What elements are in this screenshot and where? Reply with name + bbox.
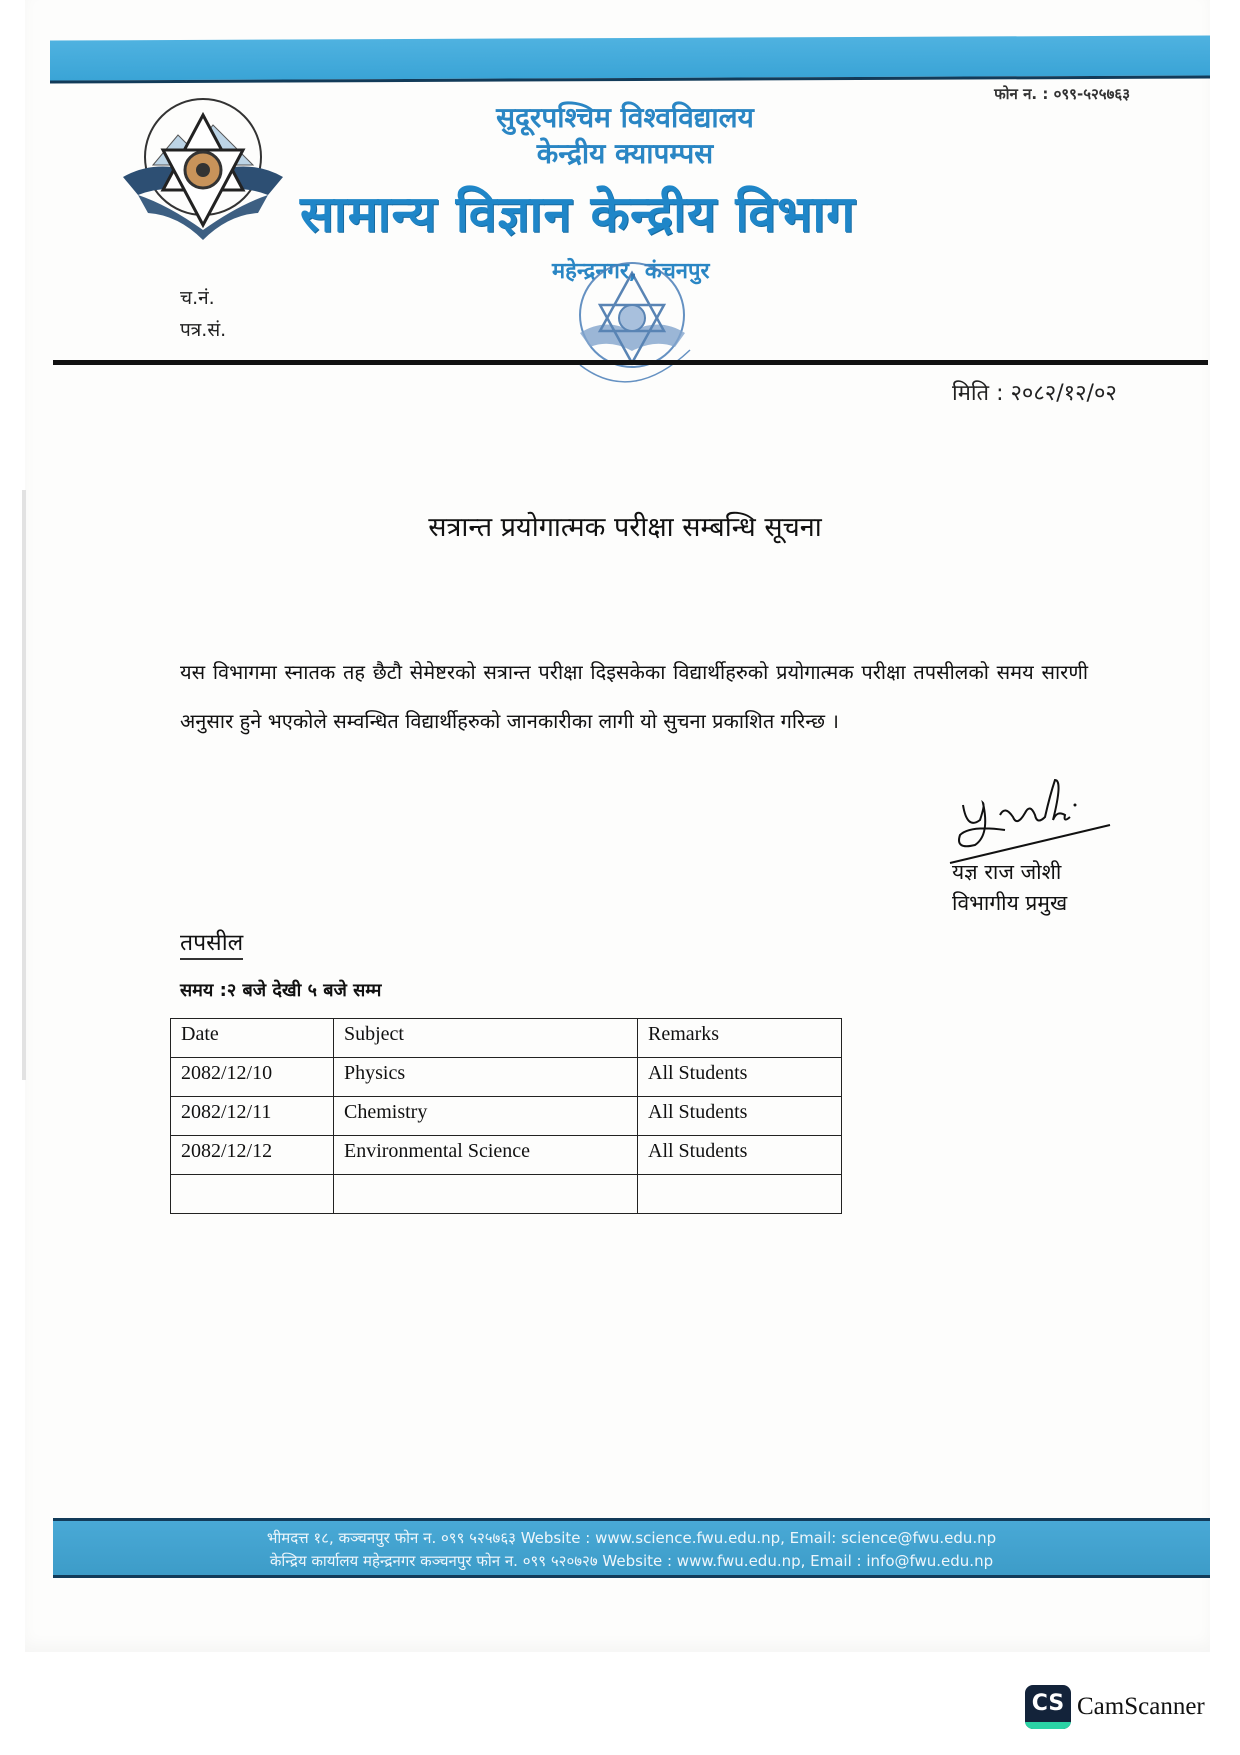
- university-name: सुदूरपश्चिम विश्वविद्यालय: [496, 101, 754, 134]
- department-address: महेन्द्रनगर, कंचनपुर: [552, 259, 710, 284]
- patra-sankhya-label: पत्र.सं.: [180, 319, 227, 341]
- cell-subject: Chemistry: [334, 1097, 638, 1136]
- cell-remarks: All Students: [638, 1097, 842, 1136]
- header-band: [50, 35, 1210, 83]
- cell-date: [171, 1175, 334, 1214]
- camscanner-watermark: [1025, 1685, 1205, 1729]
- table-row-empty: [171, 1175, 842, 1214]
- reference-numbers: [180, 282, 226, 346]
- cell-subject: Physics: [334, 1058, 638, 1097]
- phone-number: फोन न. : ०९९-५२५७६३: [994, 85, 1130, 103]
- header-date: Date: [171, 1019, 334, 1058]
- cell-date: 2082/12/10: [171, 1058, 334, 1097]
- footer-line-2: केन्द्रिय कार्यालय महेन्द्रनगर कञ्चनपुर फोन न. ०९९ ५२०७२७ Website : www.fwu.edu.np, Email : info@fwu.edu.np: [269, 1552, 994, 1570]
- camscanner-label: CamScanner: [1077, 1693, 1205, 1720]
- department-stamp-icon: [560, 255, 720, 415]
- details-heading: तपसील: [180, 925, 243, 960]
- letter-date: मिति : २०८२/१२/०२: [952, 381, 1117, 406]
- footer-band: [53, 1518, 1210, 1578]
- cell-subject: [334, 1175, 638, 1214]
- cell-remarks: All Students: [638, 1136, 842, 1175]
- exam-schedule-table: [170, 1018, 842, 1214]
- signature-icon: [945, 775, 1115, 865]
- notice-body: यस विभागमा स्नातक तह छैटौ सेमेष्टरको सत्रान्त परीक्षा दिइसकेका विद्यार्थीहरुको प्रयोगात्मक परीक्षा तपसीलको समय सारणी अनुसार हुने भएकोले सम्वन्धित विद्यार्थीहरुको जानकारीका लागी यो सुचना प्रकाशित गरिन्छ ।: [180, 660, 1088, 733]
- cell-remarks: [638, 1175, 842, 1214]
- department-name: सामान्य विज्ञान केन्द्रीय विभाग: [300, 185, 856, 243]
- exam-time: समय :२ बजे देखी ५ बजे सम्म: [180, 980, 382, 1001]
- table-row: [171, 1136, 842, 1175]
- cell-date: 2082/12/11: [171, 1097, 334, 1136]
- header-subject: Subject: [334, 1019, 638, 1058]
- table-header-row: [171, 1019, 842, 1058]
- table-row: [171, 1097, 842, 1136]
- notice-title: सत्रान्त प्रयोगात्मक परीक्षा सम्बन्धि सूचना: [428, 512, 822, 543]
- page-edge-shadow: [22, 490, 26, 1080]
- cell-subject: Environmental Science: [334, 1136, 638, 1175]
- signatory-designation: विभागीय प्रमुख: [952, 891, 1068, 915]
- cell-date: 2082/12/12: [171, 1136, 334, 1175]
- signatory-name: यज्ञ राज जोशी: [952, 860, 1062, 884]
- footer-line-1: भीमदत्त १८, कञ्चनपुर फोन न. ०९९ ५२५७६३ Website : www.science.fwu.edu.np, Email: science@fwu.edu.np: [266, 1529, 997, 1547]
- header-divider: [53, 360, 1208, 365]
- chalani-number-label: च.नं.: [180, 287, 215, 309]
- camscanner-logo-icon: CS: [1025, 1685, 1071, 1729]
- signatory-block: [952, 857, 1067, 919]
- table-row: [171, 1058, 842, 1097]
- university-heading: [0, 100, 1240, 172]
- header-remarks: Remarks: [638, 1019, 842, 1058]
- campus-name: केन्द्रीय क्यापम्पस: [536, 137, 714, 170]
- cell-remarks: All Students: [638, 1058, 842, 1097]
